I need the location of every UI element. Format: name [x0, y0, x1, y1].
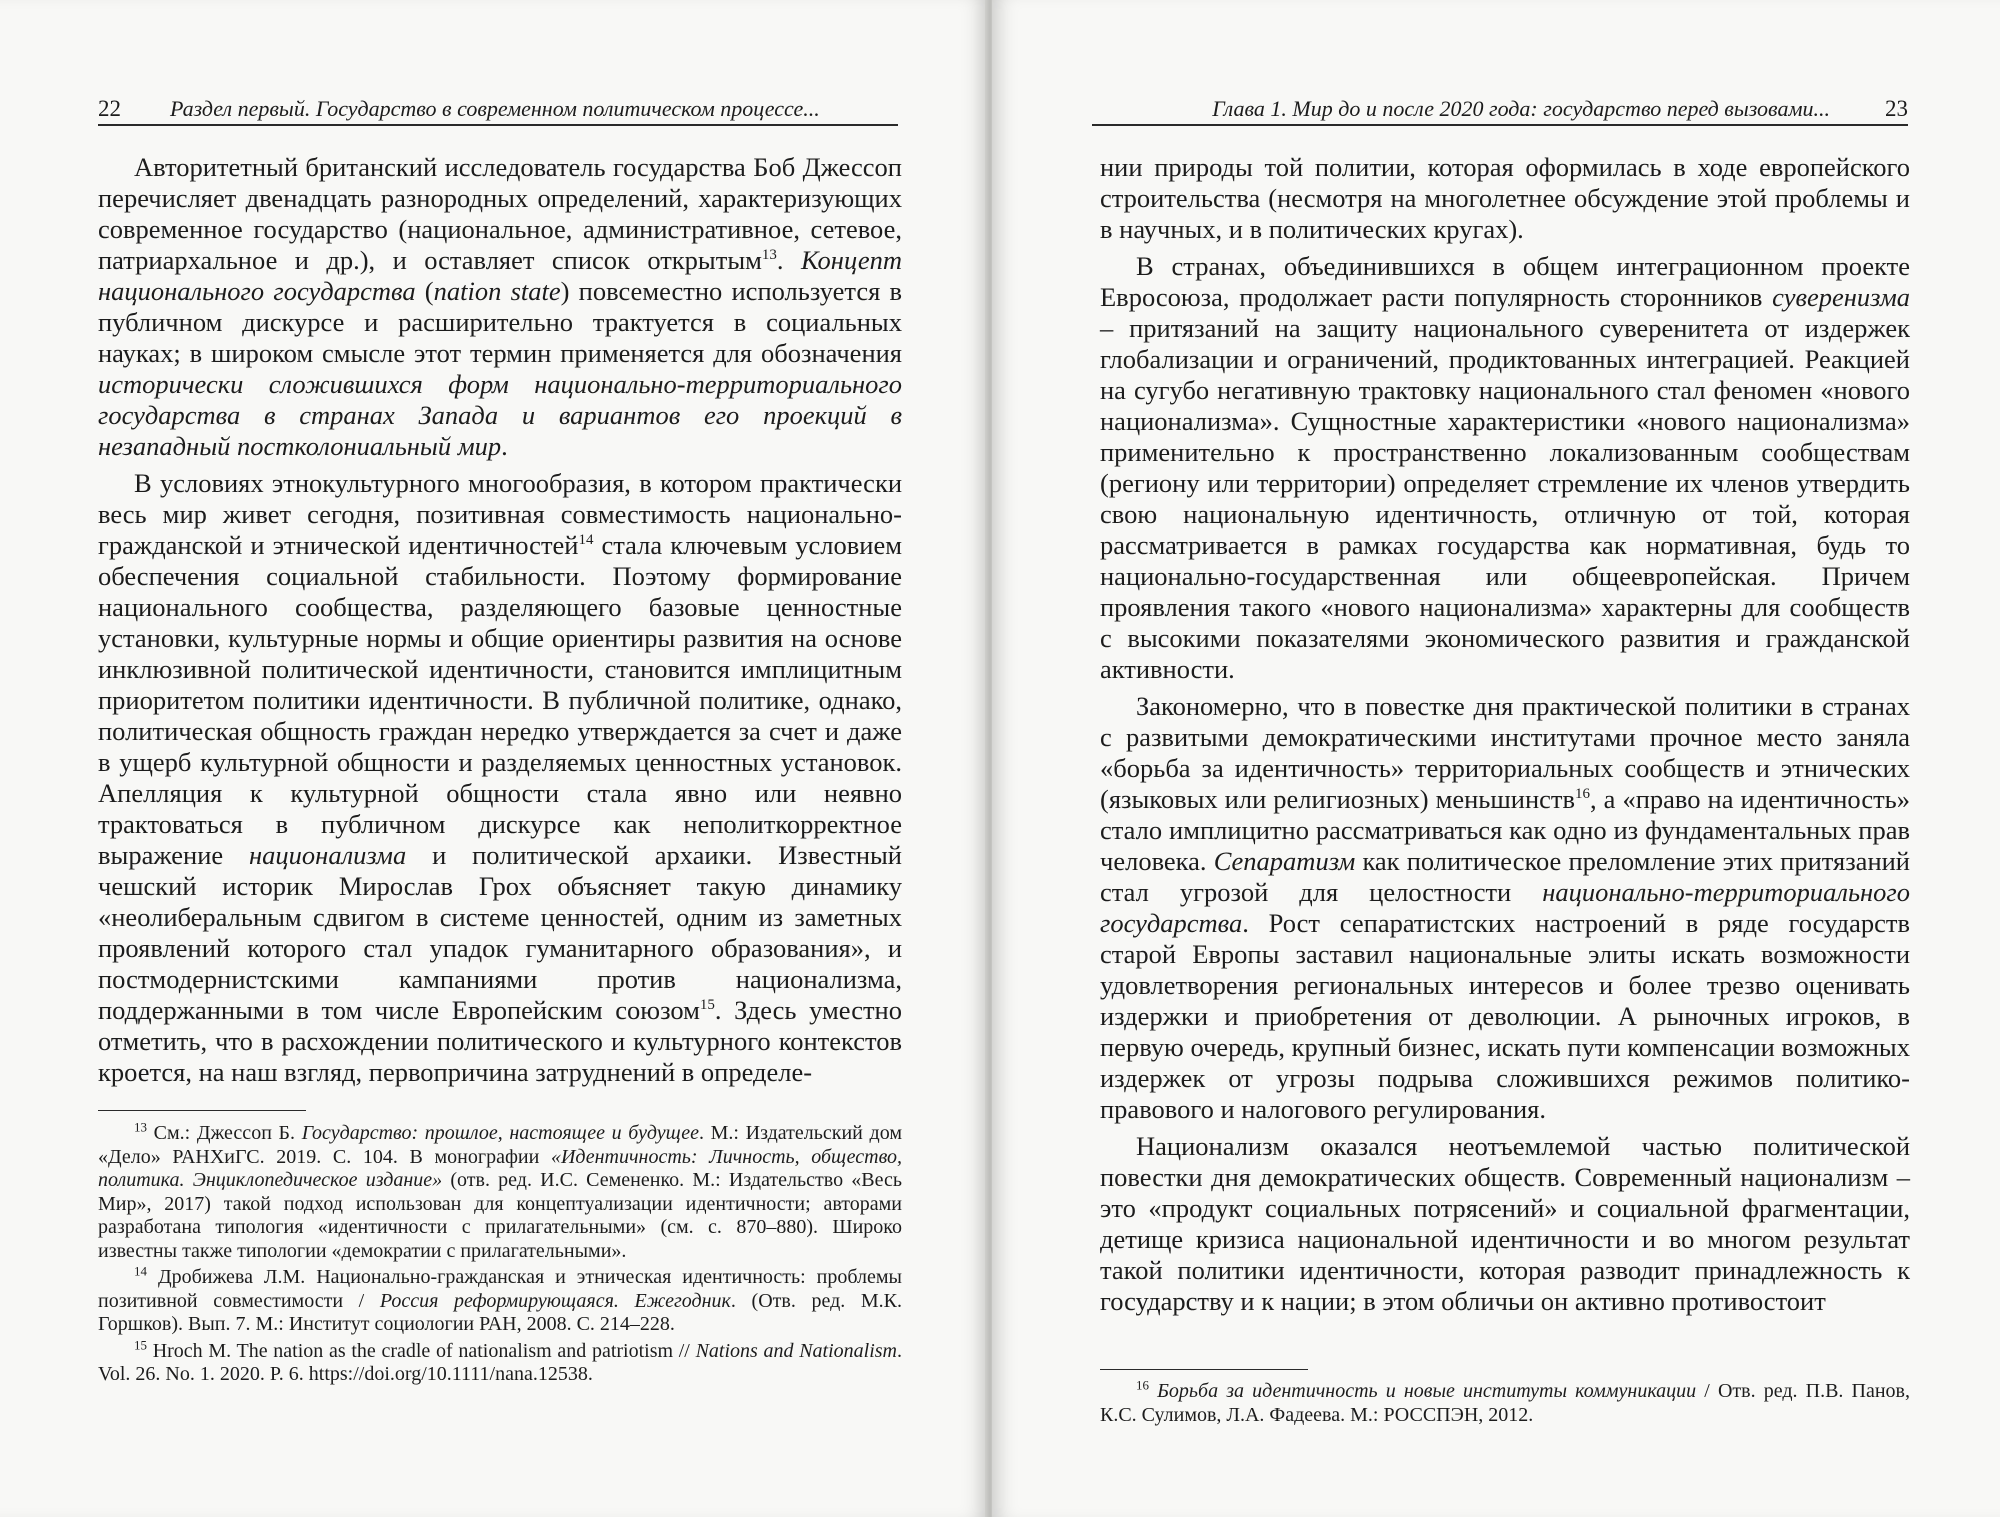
- text-run: . Здесь уместно отметить, что в расхождении политического и культурного контекстов кроется, на наш взгляд, первопричина затруднений в определе-: [98, 995, 902, 1087]
- text-run: См.: Джессоп Б.: [147, 1122, 302, 1144]
- footnote-14: [98, 1263, 902, 1337]
- text-run: , а «право на идентичность» стало имплицитно рассматриваться как одно из фундаментальных прав человека.: [1100, 784, 1910, 876]
- left-footnote-rule: [98, 1110, 306, 1111]
- left-paragraph: [98, 468, 902, 1088]
- text-run: ) повсеместно используется в публичном дискурсе и расширительно трактуется в социальных науках; в широком смысле этот термин применяется для обозначения: [98, 276, 902, 368]
- footnote-ref: 13: [761, 247, 777, 264]
- right-footnote-rule: [1100, 1369, 1308, 1370]
- right-footnotes: [1100, 1377, 1911, 1430]
- text-run: стала ключевым условием обеспечения социальной стабильности. Поэтому формирование национального сообщества, разделяющего базовые ценностные установки, культурные нормы и общие ориентиры развития на основе инклюзивной политической идентичности, становится имплицитным приоритетом политики идентичности. В публичной политике, однако, политическая общность граждан нередко утверждается за счет и даже в ущерб культурной общности и разделяемых ценностных установок. Апелляция к культурной общности стала явно или неявно трактоваться в публичном дискурсе как неполиткорректное выражение: [98, 530, 902, 870]
- footnote-ref: 13: [134, 1119, 147, 1135]
- italic-text: «Идентичность: Личность, общество, политика. Энциклопедическое издание»: [98, 1145, 902, 1191]
- text-run: (: [415, 276, 434, 306]
- text-run: – притязаний на защиту национального суверенитета от издержек глобализации и ограничений, продиктованных интеграцией. Реакцией на сугубо негативную трактовку национального стал феномен «нового национализма». Сущностные характеристики «нового национализма» применительно к пространственно локализованным сообществам (региону или территории) определяет стремление их членов утвердить свою национальную идентичность, отличную от той, которая рассматривается в рамках государства как нормативная, будь то национально-государственная или общеевропейская. Причем проявления такого «нового национализма» характерны для сообществ с высокими показателями экономического развития и гражданской активности.: [1100, 313, 1910, 684]
- text-run: .: [501, 431, 508, 461]
- text-run: . Рост сепаратистских настроений в ряде государств старой Европы заставил национальные элиты искать возможности удовлетворения региональных интересов и более трезво оценивать издержки и приобретения от деволюции. А рыночных игроков, в первую очередь, крупный бизнес, искать пути компенсации возможных издержек от угрозы подрыва сложившихся режимов политико-правового и налогового регулирования.: [1100, 908, 1910, 1124]
- italic-text: Россия реформирующаяся. Ежегодник: [379, 1289, 731, 1312]
- text-run: . Vol. 26. No. 1. 2020. P. 6. https://doi.org/10.1111/nana.12538.: [98, 1339, 902, 1385]
- text-run: В странах, объединившихся в общем интеграционном проекте Евросоюза, продолжает расти популярность сторонников: [1100, 251, 1910, 312]
- text-run: Национализм оказался неотъемлемой частью политической повестки дня демократических обществ. Современный национализм – это «продукт социальных потрясений» и социальной фрагментации, детище кризиса национальной идентичности и во многом результат такой политики идентичности, которая разводит принадлежность к государству и к нации; в этом обличьи он активно противостоит: [1100, 1131, 1910, 1316]
- right-paragraph: [1100, 1131, 1910, 1317]
- left-page: [0, 0, 988, 1517]
- text-run: . М.: Издательский дом «Дело» РАНХиГС. 2019. С. 104. В монографии: [98, 1122, 902, 1168]
- left-body-text: [98, 152, 902, 1094]
- text-run: [1149, 1380, 1157, 1402]
- right-page-number: 23: [1885, 96, 1908, 121]
- text-run: Авторитетный британский исследователь государства Боб Джессоп перечисляет двенадцать разнородных определений, характеризующих современное государство (национальное, административное, сетевое, патриархальное и др.), и оставляет список открытым: [98, 152, 902, 275]
- text-run: / Отв. ред. П.В. Панов, К.С. Сулимов, Л.А. Фадеева. М.: РОССПЭН, 2012.: [1100, 1380, 1911, 1426]
- footnote-16: [1100, 1377, 1911, 1427]
- left-page-number: 22: [98, 96, 121, 121]
- text-run: (отв. ред. И.С. Семененко. М.: Издательство «Весь Мир», 2017) такой подход использован для концептуализации идентичности; авторами разработана типология «идентичности с прилагательными» (см. с. 870–880). Широко известны также типологии «демократии с прилагательными».: [98, 1169, 903, 1262]
- footnote-ref: 16: [1136, 1377, 1149, 1393]
- text-run: как политическое преломление этих притязаний стал угрозой для целостности: [1100, 846, 1910, 907]
- right-page: [992, 0, 2000, 1517]
- left-running-head-title: Раздел первый. Государство в современном политическом процессе...: [170, 96, 820, 121]
- text-run: . (Отв. ред. М.К. Горшков). Вып. 7. М.: Институт социологии РАН, 2008. С. 214–228.: [98, 1289, 902, 1335]
- italic-text: Борьба за идентичность и новые институты коммуникации: [1157, 1380, 1697, 1402]
- italic-text: Nations and Nationalism: [695, 1339, 897, 1362]
- italic-text: Концепт национального государства: [98, 245, 903, 306]
- italic-text: исторически сложившихся форм национально-территориального государства в странах Запада и вариантов его проекций в незападный постколониальный мир: [98, 369, 902, 461]
- footnote-ref: 16: [1575, 786, 1591, 803]
- footnote-15: [98, 1336, 902, 1387]
- footnote-ref: 15: [699, 997, 715, 1014]
- right-paragraph: [1100, 691, 1910, 1125]
- right-body-text: [1100, 152, 1910, 1323]
- right-running-head-title: Глава 1. Мир до и после 2020 года: государство перед вызовами...: [1212, 96, 1830, 121]
- text-run: Hroch M. The nation as the cradle of nationalism and patriotism //: [147, 1339, 696, 1362]
- footnote-13: [98, 1119, 903, 1263]
- text-run: и политической архаики. Известный чешский историк Мирослав Грох объясняет такую динамику «неолиберальным сдвигом в системе ценностей, одним из заметных проявлений которого стал упадок гуманитарного образования», и постмодернистскими кампаниями против национализма, поддержанными в том числе Европейским союзом: [98, 840, 902, 1025]
- left-footnotes: [98, 1119, 903, 1390]
- text-run: В условиях этнокультурного многообразия, в котором практически весь мир живет сегодня, позитивная совместимость национально-гражданской и этнической идентичностей: [98, 468, 902, 560]
- text-run: нии природы той политии, которая оформилась в ходе европейского строительства (несмотря на многолетнее обсуждение этой проблемы и в научных, и в политических кругах).: [1100, 152, 1910, 244]
- text-run: .: [776, 245, 801, 275]
- italic-text: суверенизма: [1772, 282, 1910, 312]
- italic-text: Сепаратизм: [1213, 846, 1356, 876]
- footnote-ref: 15: [134, 1336, 147, 1352]
- right-paragraph: [1100, 251, 1910, 685]
- text-run: Закономерно, что в повестке дня практической политики в странах с развитыми демократическими институтами прочное место заняла «борьба за идентичность» территориальных сообществ и этнических (языковых или религиозных) меньшинств: [1100, 691, 1910, 814]
- footnote-ref: 14: [134, 1263, 147, 1279]
- right-paragraph-continued: [1100, 152, 1910, 245]
- left-running-header: [98, 96, 898, 126]
- italic-text: национально-территориального государства: [1100, 877, 1910, 938]
- right-running-header: [1092, 96, 1908, 126]
- italic-text: национализма: [249, 840, 407, 870]
- text-run: Дробижева Л.М. Национально-гражданская и этническая идентичность: проблемы позитивной совместимости /: [98, 1266, 902, 1312]
- left-paragraph: [98, 152, 902, 462]
- footnote-ref: 14: [578, 532, 594, 549]
- italic-text: Государство: прошлое, настоящее и будущее: [301, 1122, 699, 1144]
- italic-text: nation state: [433, 276, 561, 306]
